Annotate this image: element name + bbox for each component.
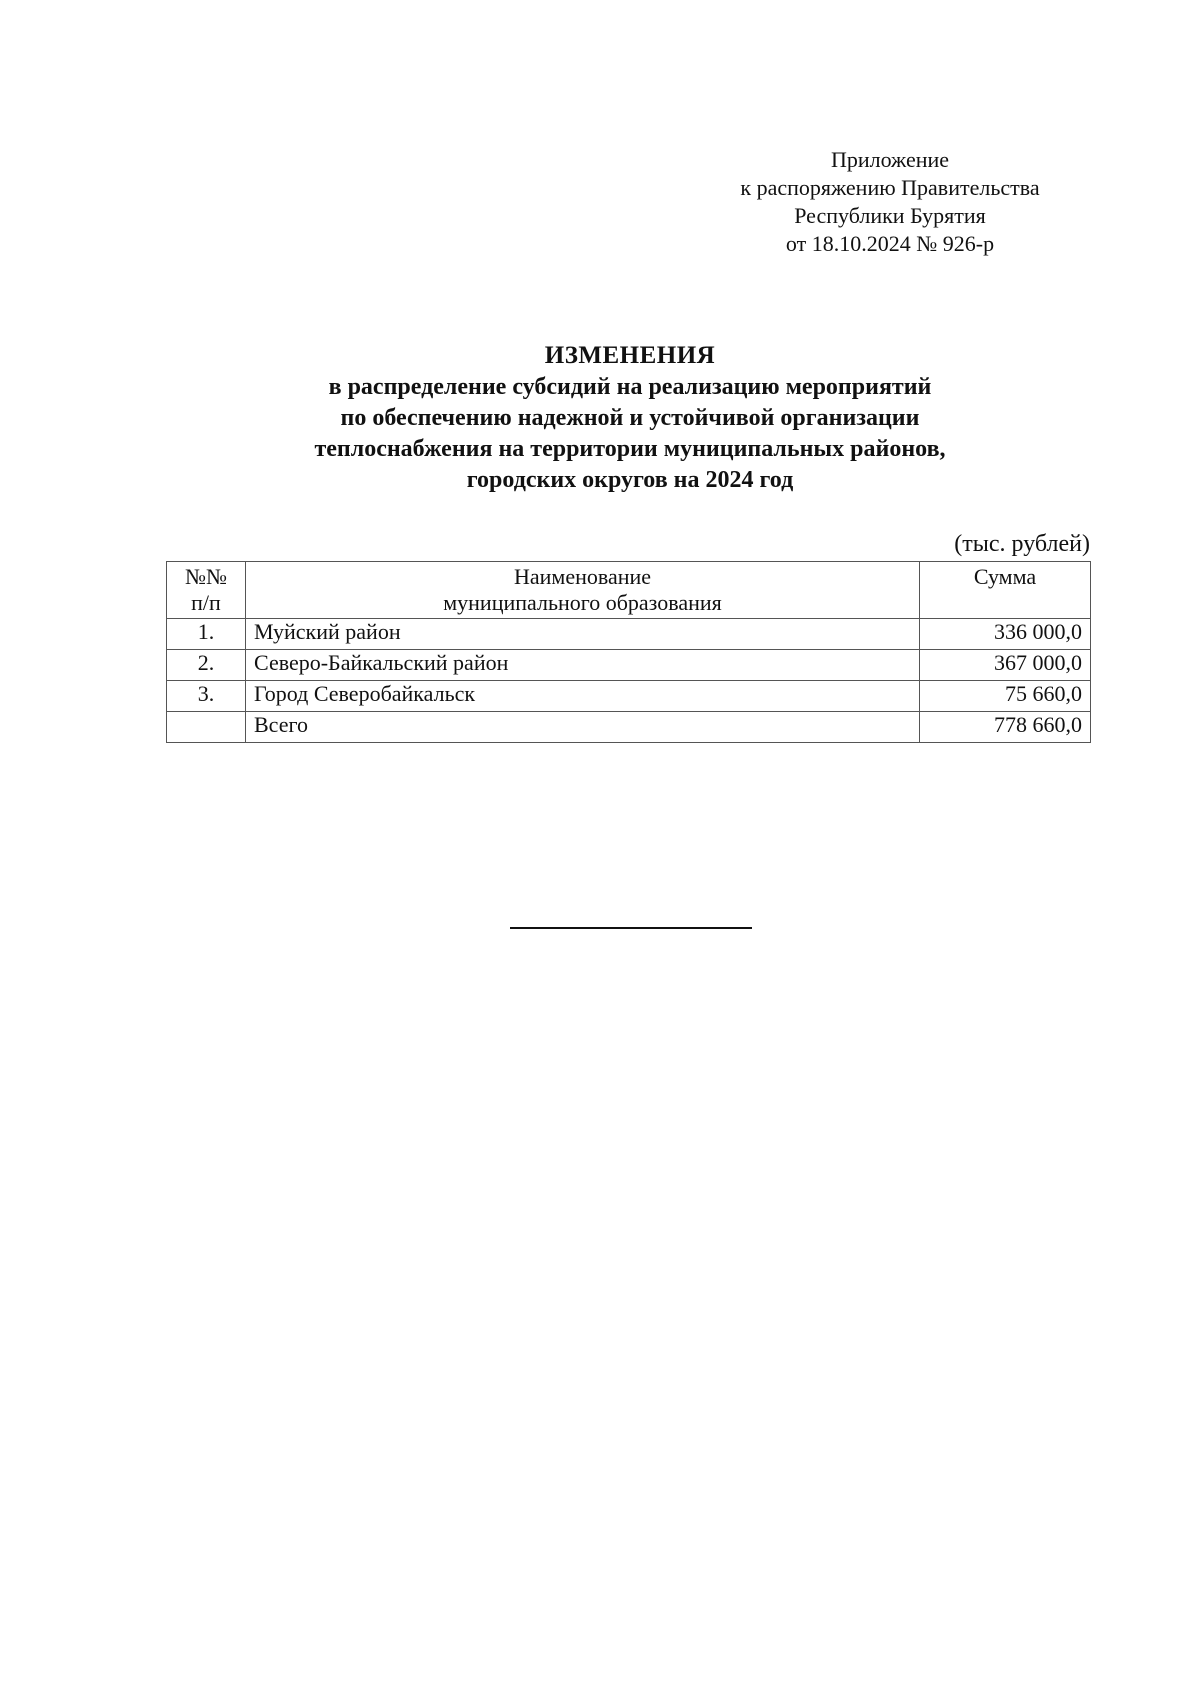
row-number: 1. — [167, 619, 246, 650]
table-row-total — [167, 712, 1091, 743]
closing-divider — [510, 927, 752, 929]
appendix-line: Республики Бурятия — [794, 203, 986, 228]
row-sum: 367 000,0 — [920, 650, 1091, 681]
header-number-line: №№ — [185, 564, 227, 589]
row-name: Всего — [246, 712, 920, 743]
row-sum: 75 660,0 — [920, 681, 1091, 712]
subsidy-table — [166, 561, 1091, 743]
document-subtitle-line: городских округов на 2024 год — [466, 467, 794, 493]
header-name-line: Наименование — [513, 564, 652, 589]
header-name — [246, 562, 920, 619]
document-subtitle-line: по обеспечению надежной и устойчивой организации — [340, 405, 920, 431]
row-name: Северо-Байкальский район — [246, 650, 920, 681]
document-subtitle-line: теплоснабжения на территории муниципальных районов, — [314, 436, 946, 462]
table-header-row — [167, 562, 1091, 619]
row-sum: 778 660,0 — [920, 712, 1091, 743]
row-number — [167, 712, 246, 743]
row-sum: 336 000,0 — [920, 619, 1091, 650]
header-name-line: муниципального образования — [443, 590, 722, 615]
header-number-line: п/п — [191, 590, 221, 615]
header-sum: Сумма — [920, 562, 1091, 619]
units-label: (тыс. рублей) — [954, 531, 1090, 557]
table-row — [167, 650, 1091, 681]
header-number — [167, 562, 246, 619]
appendix-line: Приложение — [830, 147, 950, 172]
document-title-block — [150, 340, 1110, 496]
appendix-date-number: от 18.10.2024 № 926-р — [785, 231, 995, 256]
document-title: ИЗМЕНЕНИЯ — [544, 342, 716, 369]
table-row — [167, 619, 1091, 650]
row-number: 2. — [167, 650, 246, 681]
row-number: 3. — [167, 681, 246, 712]
table-header — [167, 562, 1091, 619]
document-subtitle-line: в распределение субсидий на реализацию мероприятий — [328, 374, 932, 400]
appendix-header — [700, 146, 1080, 258]
row-name: Муйский район — [246, 619, 920, 650]
table-body — [167, 619, 1091, 743]
table-row — [167, 681, 1091, 712]
row-name: Город Северобайкальск — [246, 681, 920, 712]
appendix-line: к распоряжению Правительства — [740, 175, 1040, 200]
